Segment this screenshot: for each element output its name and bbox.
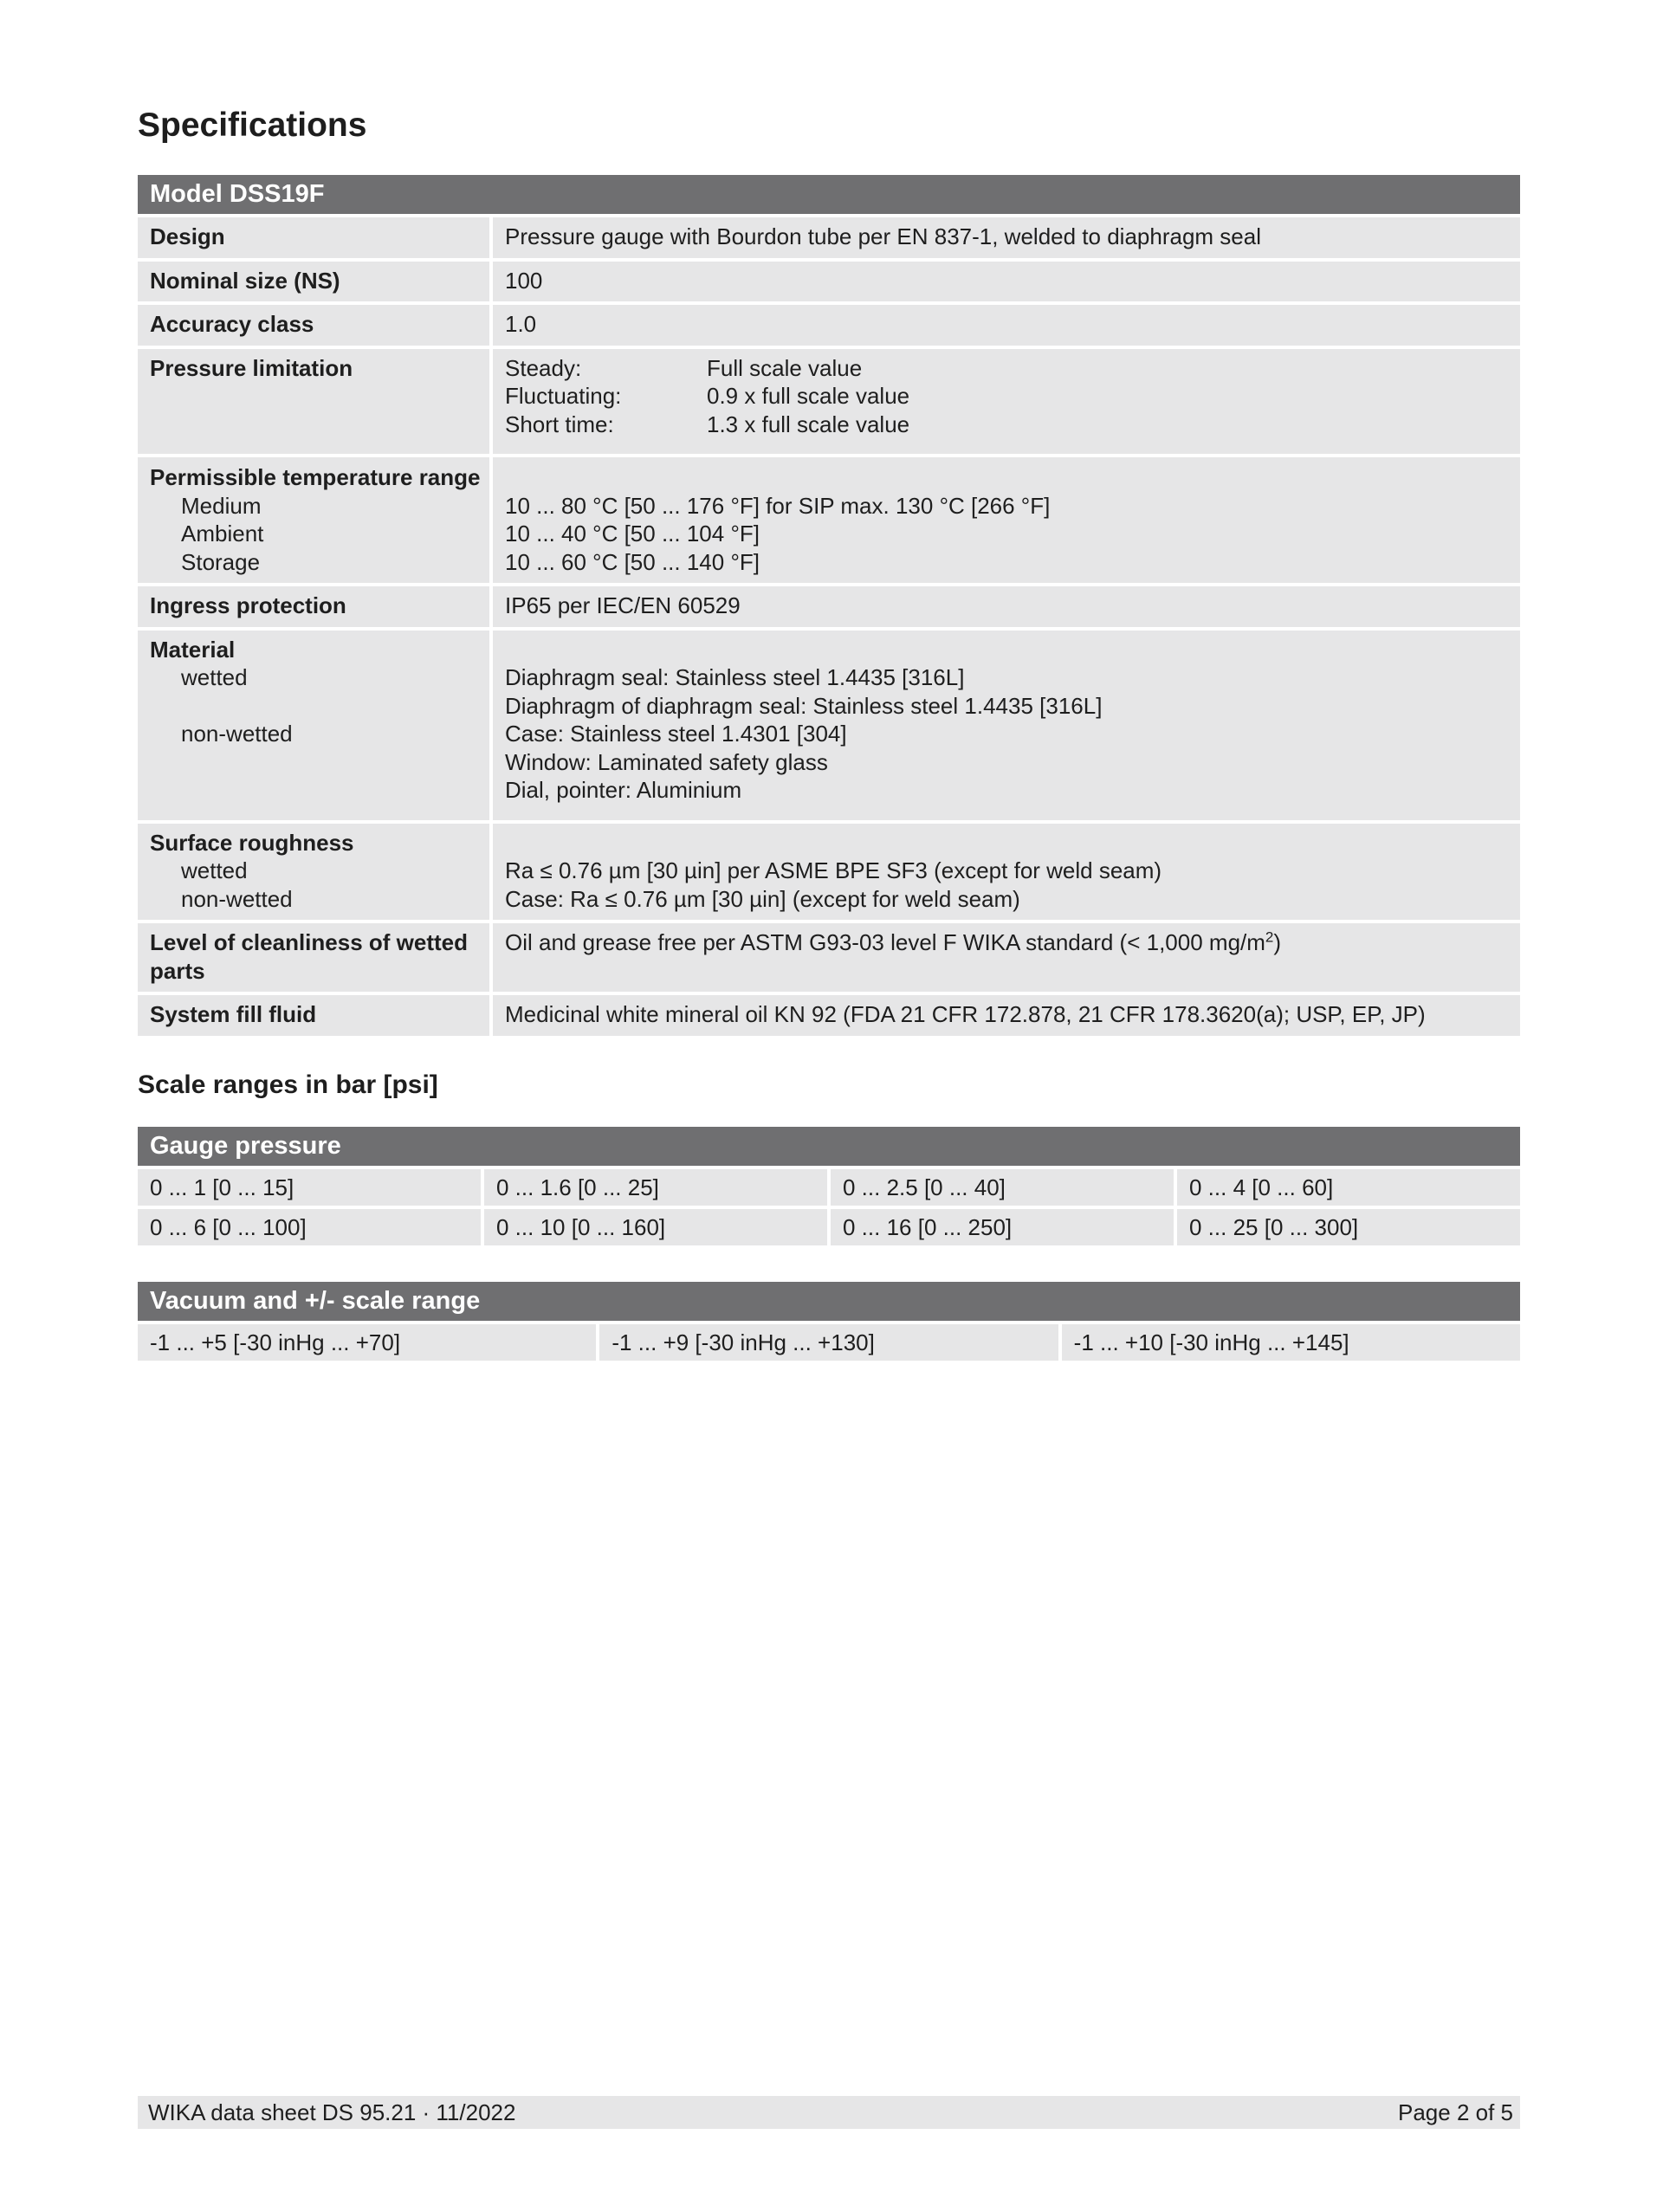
temperature-storage-value: 10 ... 60 °C [50 ... 140 °F]: [505, 548, 760, 575]
material-value: Window: Laminated safety glass: [505, 748, 828, 775]
roughness-wetted-value: Ra ≤ 0.76 µm [30 µin] per ASME BPE SF3 (except for weld seam): [505, 857, 1162, 883]
spec-row-pressure-limitation: [138, 349, 1520, 455]
page-footer: [138, 2096, 1520, 2129]
spec-value: [493, 923, 1520, 992]
vacuum-row: [138, 1324, 1520, 1361]
pressure-pair: [505, 354, 1520, 383]
spec-value: [493, 824, 1520, 921]
range-cell: 0 ... 25 [0 ... 300]: [1177, 1209, 1520, 1245]
spec-row-nominal-size: [138, 262, 1520, 302]
spec-label: Pressure limitation: [138, 349, 489, 455]
material-value: Diaphragm seal: Stainless steel 1.4435 [316L]: [505, 664, 965, 690]
gauge-pressure-table: [138, 1127, 1520, 1249]
spec-label: Ingress protection: [138, 586, 489, 627]
temperature-medium-value: 10 ... 80 °C [50 ... 176 °F] for SIP max. 130 °C [266 °F]: [505, 492, 1051, 519]
range-cell: 0 ... 2.5 [0 ... 40]: [831, 1169, 1174, 1206]
material-sub-wetted: wetted: [181, 664, 248, 690]
spec-label: Accuracy class: [138, 305, 489, 346]
cleanliness-value: Oil and grease free per ASTM G93-03 level F WIKA standard (< 1,000 mg/m: [505, 929, 1265, 955]
range-cell: 0 ... 6 [0 ... 100]: [138, 1209, 481, 1245]
pressure-pair: [505, 382, 1520, 411]
temperature-sub-ambient: Ambient: [181, 521, 264, 547]
spec-label: [138, 824, 489, 921]
spec-value: [493, 631, 1520, 820]
spec-row-ingress: [138, 586, 1520, 627]
pressure-value: 0.9 x full scale value: [707, 383, 910, 409]
roughness-sub-wetted: wetted: [181, 857, 248, 883]
pressure-key: Fluctuating:: [505, 383, 622, 409]
gauge-pressure-row: [138, 1209, 1520, 1245]
vacuum-table: [138, 1282, 1520, 1364]
temperature-ambient-value: 10 ... 40 °C [50 ... 104 °F]: [505, 521, 760, 547]
spec-value: Medicinal white mineral oil KN 92 (FDA 21 CFR 172.878, 21 CFR 178.3620(a); USP, EP, JP): [493, 995, 1520, 1036]
range-cell: -1 ... +5 [-30 inHg ... +70]: [138, 1324, 596, 1361]
spec-row-accuracy: [138, 305, 1520, 346]
material-sub-nonwetted: non-wetted: [181, 721, 293, 747]
range-cell: -1 ... +9 [-30 inHg ... +130]: [599, 1324, 1058, 1361]
pressure-value: 1.3 x full scale value: [707, 411, 910, 437]
spec-value: Pressure gauge with Bourdon tube per EN 837-1, welded to diaphragm seal: [493, 217, 1520, 258]
spec-row-temperature: [138, 457, 1520, 583]
gauge-pressure-header: Gauge pressure: [138, 1127, 1520, 1166]
vacuum-header: Vacuum and +/- scale range: [138, 1282, 1520, 1321]
spec-table-header: Model DSS19F: [138, 175, 1520, 214]
spec-table: [138, 175, 1520, 1039]
spec-label: Level of cleanliness of wetted parts: [138, 923, 489, 992]
spec-row-design: [138, 217, 1520, 258]
gauge-pressure-row: [138, 1169, 1520, 1206]
spec-value: 100: [493, 262, 1520, 302]
spec-value: IP65 per IEC/EN 60529: [493, 586, 1520, 627]
footer-page-number: Page 2 of 5: [1398, 2099, 1513, 2125]
range-cell: 0 ... 1.6 [0 ... 25]: [484, 1169, 827, 1206]
range-cell: -1 ... +10 [-30 inHg ... +145]: [1062, 1324, 1520, 1361]
spec-value: [493, 349, 1520, 455]
cleanliness-value-end: ): [1273, 929, 1282, 955]
temperature-sub-medium: Medium: [181, 492, 262, 519]
spec-row-roughness: [138, 824, 1520, 921]
spec-label: [138, 631, 489, 820]
temperature-label: Permissible temperature range: [150, 464, 481, 490]
spec-label: System fill fluid: [138, 995, 489, 1036]
spec-value: 1.0: [493, 305, 1520, 346]
spec-row-material: [138, 631, 1520, 820]
range-cell: 0 ... 10 [0 ... 160]: [484, 1209, 827, 1245]
material-label: Material: [150, 636, 236, 663]
spec-value: [493, 457, 1520, 583]
roughness-label: Surface roughness: [150, 829, 354, 856]
temperature-sub-storage: Storage: [181, 548, 261, 575]
material-value: Case: Stainless steel 1.4301 [304]: [505, 721, 847, 747]
pressure-pair: [505, 411, 1520, 439]
scale-ranges-title: Scale ranges in bar [psi]: [138, 1070, 438, 1099]
pressure-key: Steady:: [505, 354, 582, 381]
spec-label: [138, 457, 489, 583]
range-cell: 0 ... 4 [0 ... 60]: [1177, 1169, 1520, 1206]
range-cell: 0 ... 16 [0 ... 250]: [831, 1209, 1174, 1245]
material-value: Dial, pointer: Aluminium: [505, 777, 742, 803]
spec-row-cleanliness: [138, 923, 1520, 992]
page-title: Specifications: [138, 107, 367, 144]
roughness-nonwetted-value: Case: Ra ≤ 0.76 µm [30 µin] (except for weld seam): [505, 885, 1020, 912]
footer-document-id: WIKA data sheet DS 95.21 · 11/2022: [148, 2099, 516, 2125]
spec-label: Design: [138, 217, 489, 258]
roughness-sub-nonwetted: non-wetted: [181, 885, 293, 912]
pressure-value: Full scale value: [707, 354, 863, 381]
material-value: Diaphragm of diaphragm seal: Stainless steel 1.4435 [316L]: [505, 692, 1103, 719]
spec-row-fill-fluid: [138, 995, 1520, 1036]
spec-label: Nominal size (NS): [138, 262, 489, 302]
range-cell: 0 ... 1 [0 ... 15]: [138, 1169, 481, 1206]
pressure-key: Short time:: [505, 411, 614, 437]
cleanliness-superscript: 2: [1265, 928, 1274, 946]
